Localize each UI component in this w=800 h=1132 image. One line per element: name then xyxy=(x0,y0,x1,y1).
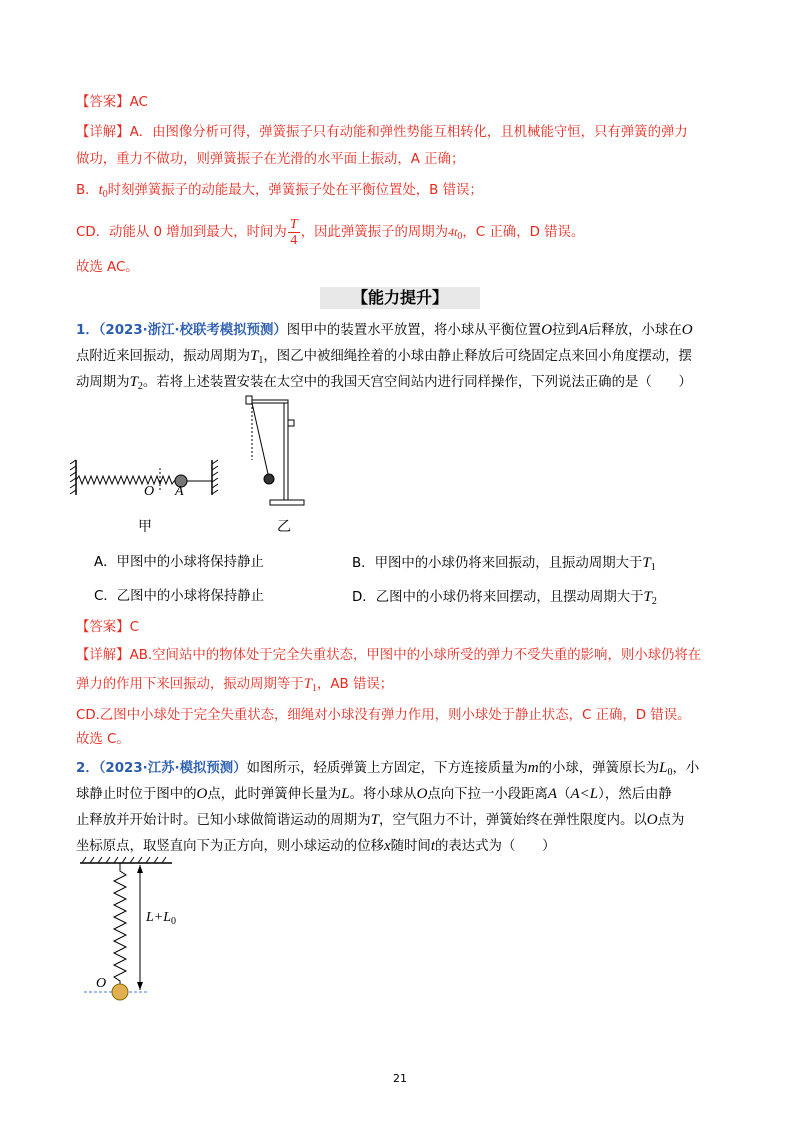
q2-number: 2． xyxy=(76,761,99,776)
q1-detail-line-1: 【详解】AB.空间站中的物体处于完全失重状态，甲图中的小球所受的弹力不受失重的影响，则小球仍将在 xyxy=(76,648,702,663)
q2-line-2: 球静止时位于图中的O点，此时弹簧伸长量为L。将小球从O点向下拉一小段距离A（A<L），然后由静 xyxy=(76,786,672,802)
prev-detail-line-3: B．$t_0$时刻弹簧振子的动能最大，弹簧振子处在平衡位置处，B 错误； xyxy=(76,182,483,200)
math-fraction-T-over-4: $\frac{T}{4}$ xyxy=(288,217,300,248)
fig-q2-length-label: $L+L_0$ xyxy=(146,910,177,927)
q1-line-3: 动周期为$T_2$。若将上述装置安装在太空中的我国天宫空间站内进行同样操作，下列说法正确的是（ ） xyxy=(76,374,692,392)
q1-option-c[interactable]: C．乙图中的小球将保持静止 xyxy=(94,589,265,604)
q2-source: （2023·江苏·模拟预测） xyxy=(98,761,247,776)
fig-jia-label-A: A xyxy=(175,484,184,499)
detail-tag: 【详解】 xyxy=(76,125,130,140)
q1-option-b[interactable]: B．甲图中的小球仍将来回振动，且振动周期大于$T_1$ xyxy=(352,555,656,573)
q1-detail-line-2: 弹力的作用下来回振动，振动周期等于$T_1$，AB 错误； xyxy=(76,676,394,694)
q1-detail-line-4: 故选 C。 xyxy=(76,732,130,747)
prev-detail-line-5: 故选 AC。 xyxy=(76,260,139,275)
answer-value: AC xyxy=(129,95,148,110)
q1-option-a[interactable]: A．甲图中的小球将保持静止 xyxy=(94,555,264,570)
figure-q2-vertical-spring xyxy=(76,855,196,1005)
prev-answer-line xyxy=(76,93,148,113)
answer-tag: 【答案】 xyxy=(76,95,130,110)
q1-answer-line: 【答案】C xyxy=(76,620,139,635)
section-title: 【能力提升】 xyxy=(320,287,480,309)
q1-source: （2023·浙江·校联考模拟预测） xyxy=(98,323,287,338)
figure-yi-pendulum xyxy=(240,392,320,512)
fig-jia-caption: 甲 xyxy=(138,519,152,535)
q1-detail-line-3: CD.乙图中小球处于完全失重状态，细绳对小球没有弹力作用，则小球处于静止状态，C 正确，D 错误。 xyxy=(76,708,691,723)
q1-answer-value: C xyxy=(129,620,139,635)
prev-detail-line-1: 【详解】A．由图像分析可得，弹簧振子只有动能和弹性势能互相转化，且机械能守恒，只有弹簧的弹力 xyxy=(76,125,688,140)
prev-detail-line-2: 做功，重力不做功，则弹簧振子在光滑的水平面上振动，A 正确； xyxy=(76,152,465,167)
prev-detail-line-4: CD．动能从 0 增加到最大，时间为 $\frac{T}{4}$ ，因此弹簧振子的周期为$4t_0$，C 正确，D 错误。 xyxy=(76,216,585,248)
fig-jia-label-O: O xyxy=(144,484,155,499)
page-number: 21 xyxy=(393,1072,407,1085)
fig-q2-label-O: O xyxy=(96,976,107,991)
q1-option-d[interactable]: D．乙图中的小球仍将来回摆动，且摆动周期大于$T_2$ xyxy=(352,589,657,607)
fig-yi-caption: 乙 xyxy=(277,519,291,535)
q1-number: 1． xyxy=(76,323,99,338)
math-t0: $t_0$ xyxy=(98,182,108,200)
q2-line-3: 止释放并开始计时。已知小球做简谐运动的周期为T，空气阻力不计，弹簧始终在弹性限度内。以O点为 xyxy=(76,812,685,828)
math-4t0: $4t_0$ xyxy=(448,225,463,242)
q2-line-4: 坐标原点，取竖直向下为正方向，则小球运动的位移x随时间t的表达式为（ ） xyxy=(76,838,556,854)
q1-line-2: 点附近来回振动，振动周期为$T_1$，图乙中被细绳拴着的小球由静止释放后可绕固定点来回小角度摆动，摆 xyxy=(76,348,692,366)
q1-line-1: 1．（2023·浙江·校联考模拟预测）图甲中的装置水平放置，将小球从平衡位置O拉到A后释放，小球在O xyxy=(76,322,693,338)
q2-line-1: 2．（2023·江苏·模拟预测）如图所示，轻质弹簧上方固定，下方连接质量为m的小球，弹簧原长为$L_0$，小 xyxy=(76,760,700,778)
